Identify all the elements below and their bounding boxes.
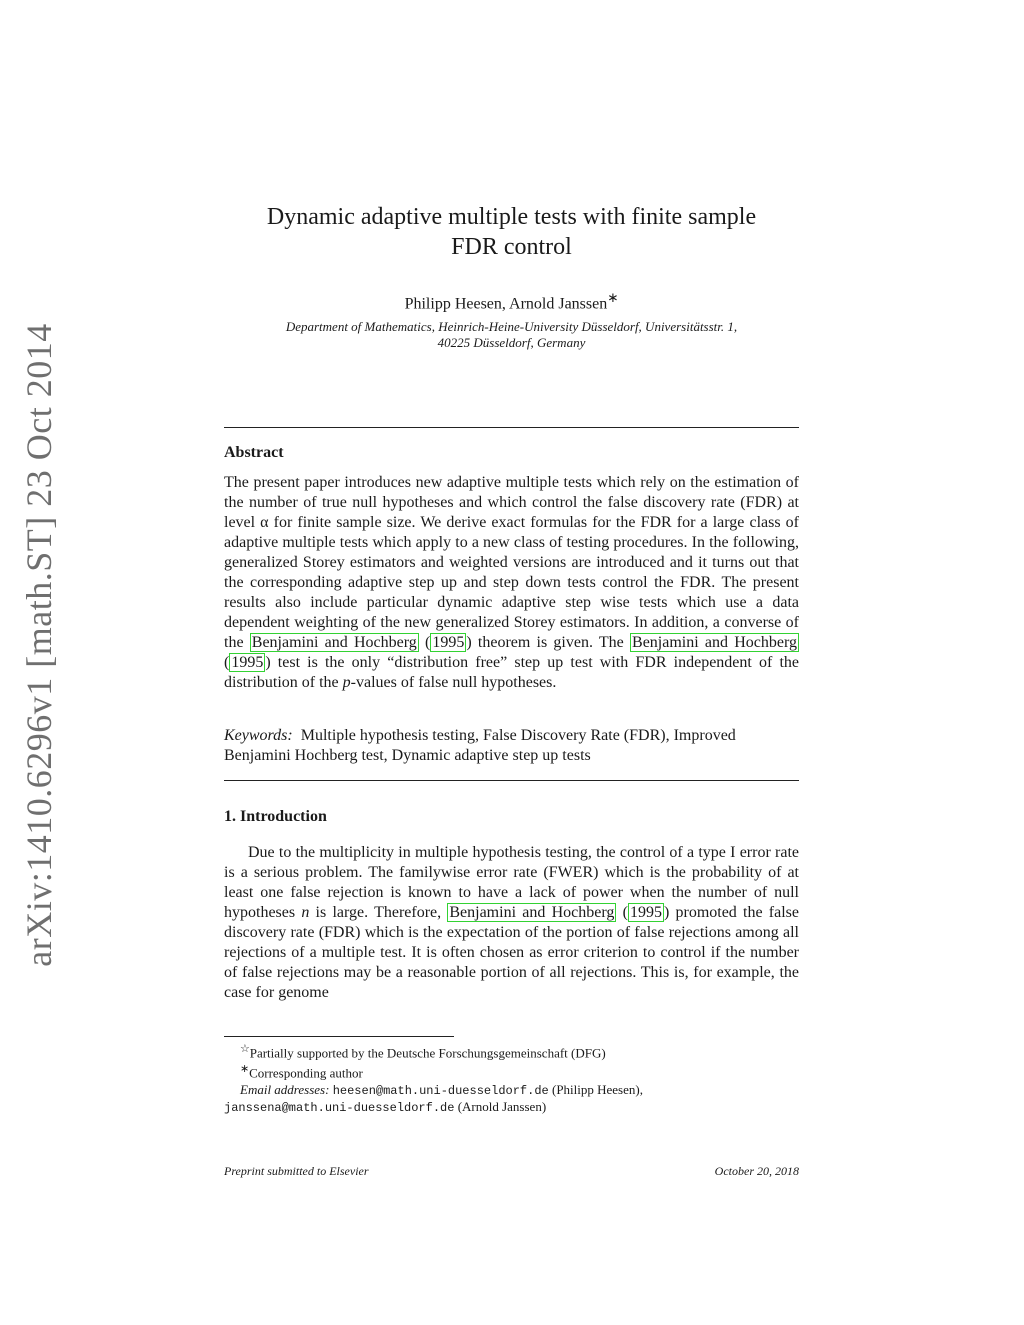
citation-link-bh-1[interactable]: Benjamini and Hochberg xyxy=(251,634,417,651)
citation-year-link-1[interactable]: 1995 xyxy=(432,634,465,651)
page-footer xyxy=(224,1164,799,1179)
footnote-1 xyxy=(224,1041,799,1061)
affiliation-line-2: 40225 Düsseldorf, Germany xyxy=(437,335,586,350)
citation-link-bh-3[interactable]: Benjamini and Hochberg xyxy=(449,904,615,921)
abstract-text-1: The present paper introduces new adaptive multiple tests which rely on the estimation of the number of true null hypotheses and which control the false discovery rate (FDR) at level α for finite sample size. We derive exact formulas for the FDR for a large class of adaptive multiple tests which apply to a new class of testing procedures. In the following, generalized Storey estimators and weighted versions are introduced and it turns out that the corresponding adaptive step up and step down tests control the FDR. The present results also include particular dynamic adaptive step wise tests which use a data dependent weighting of the new generalized Storey estimators. In addition, a converse of the xyxy=(224,474,799,651)
introduction-body xyxy=(224,843,799,1003)
citation-year-link-2[interactable]: 1995 xyxy=(231,654,264,671)
arxiv-identifier: arXiv:1410.6296v1 [math.ST] 23 Oct 2014 xyxy=(19,323,59,967)
p-symbol: p xyxy=(342,674,351,691)
email-heesen[interactable]: heesen@math.uni-duesseldorf.de xyxy=(332,1083,549,1098)
affiliation xyxy=(224,319,799,351)
email-janssen[interactable]: janssena@math.uni-duesseldorf.de xyxy=(224,1100,455,1115)
footnote-emails xyxy=(224,1082,799,1099)
footer-preprint: Preprint submitted to Elsevier xyxy=(224,1164,369,1178)
author-names: Philipp Heesen, Arnold Janssen xyxy=(404,295,608,313)
abstract-text-4: ( xyxy=(224,654,230,671)
abstract-body xyxy=(224,473,799,693)
intro-text-4: ) promoted the false discovery rate (FDR) which is the expectation of the portion of false rejections among all rejections of a multiple test. It is often chosen as error criterion to control if the number of false rejections may be a reasonable portion of all rejections. This is, for example, the case for genome xyxy=(224,904,800,1001)
footer-date: October 20, 2018 xyxy=(714,1164,799,1178)
email-heesen-name: (Philipp Heesen), xyxy=(548,1081,643,1097)
intro-text-3: ( xyxy=(616,904,628,921)
email-janssen-name: (Arnold Janssen) xyxy=(454,1098,547,1114)
footnote-emails-cont xyxy=(224,1099,799,1116)
arxiv-sidebar xyxy=(15,323,63,967)
paper-title xyxy=(224,202,799,262)
footnotes xyxy=(224,1041,799,1116)
star-mark: ☆ xyxy=(240,1043,250,1055)
footnote-rule xyxy=(224,1036,454,1037)
abstract-text-2: ( xyxy=(418,634,431,651)
abstract-text-6: -values of false null hypotheses. xyxy=(350,674,557,691)
abstract-heading: Abstract xyxy=(224,444,284,461)
author-list xyxy=(224,290,799,313)
keywords-text: Multiple hypothesis testing, False Discovery Rate (FDR), Improved Benjamini Hochberg test, Dynamic adaptive step up tests xyxy=(224,727,736,764)
footnote-2-text: Corresponding author xyxy=(249,1065,363,1081)
email-label: Email addresses: xyxy=(240,1081,330,1097)
keywords xyxy=(224,726,799,766)
asterisk-mark: ∗ xyxy=(240,1063,250,1076)
abstract-text-5: ) test is the only “distribution free” step up test with FDR independent of the distribution of the xyxy=(224,654,799,691)
title-line-1: Dynamic adaptive multiple tests with finite sample xyxy=(266,204,757,230)
n-symbol: n xyxy=(301,904,310,921)
footnote-2 xyxy=(224,1061,799,1081)
keywords-label: Keywords: xyxy=(224,727,293,744)
abstract-text-3: ) theorem is given. The xyxy=(466,634,631,651)
abstract-top-rule xyxy=(224,427,799,428)
footnote-1-text: Partially supported by the Deutsche Forschungsgemeinschaft (DFG) xyxy=(249,1045,606,1061)
title-line-2: FDR control xyxy=(451,234,572,260)
keywords-bottom-rule xyxy=(224,780,799,781)
citation-link-bh-2[interactable]: Benjamini and Hochberg xyxy=(632,634,798,651)
intro-text-1: Due to the multiplicity in multiple hypothesis testing, the control of a type I error rate is a serious problem. The familywise error rate (FWER) which is the probability of at least one false rejection is known to have a lack of power when the number of null hypotheses xyxy=(224,844,799,921)
affiliation-line-1: Department of Mathematics, Heinrich-Heine-University Düsseldorf, Universitätsstr. 1, xyxy=(285,319,738,334)
intro-text-2: is large. Therefore, xyxy=(309,904,448,921)
corresponding-author-mark: ∗ xyxy=(607,290,619,305)
section-heading-introduction: 1. Introduction xyxy=(224,808,327,825)
citation-year-link-3[interactable]: 1995 xyxy=(629,904,662,921)
